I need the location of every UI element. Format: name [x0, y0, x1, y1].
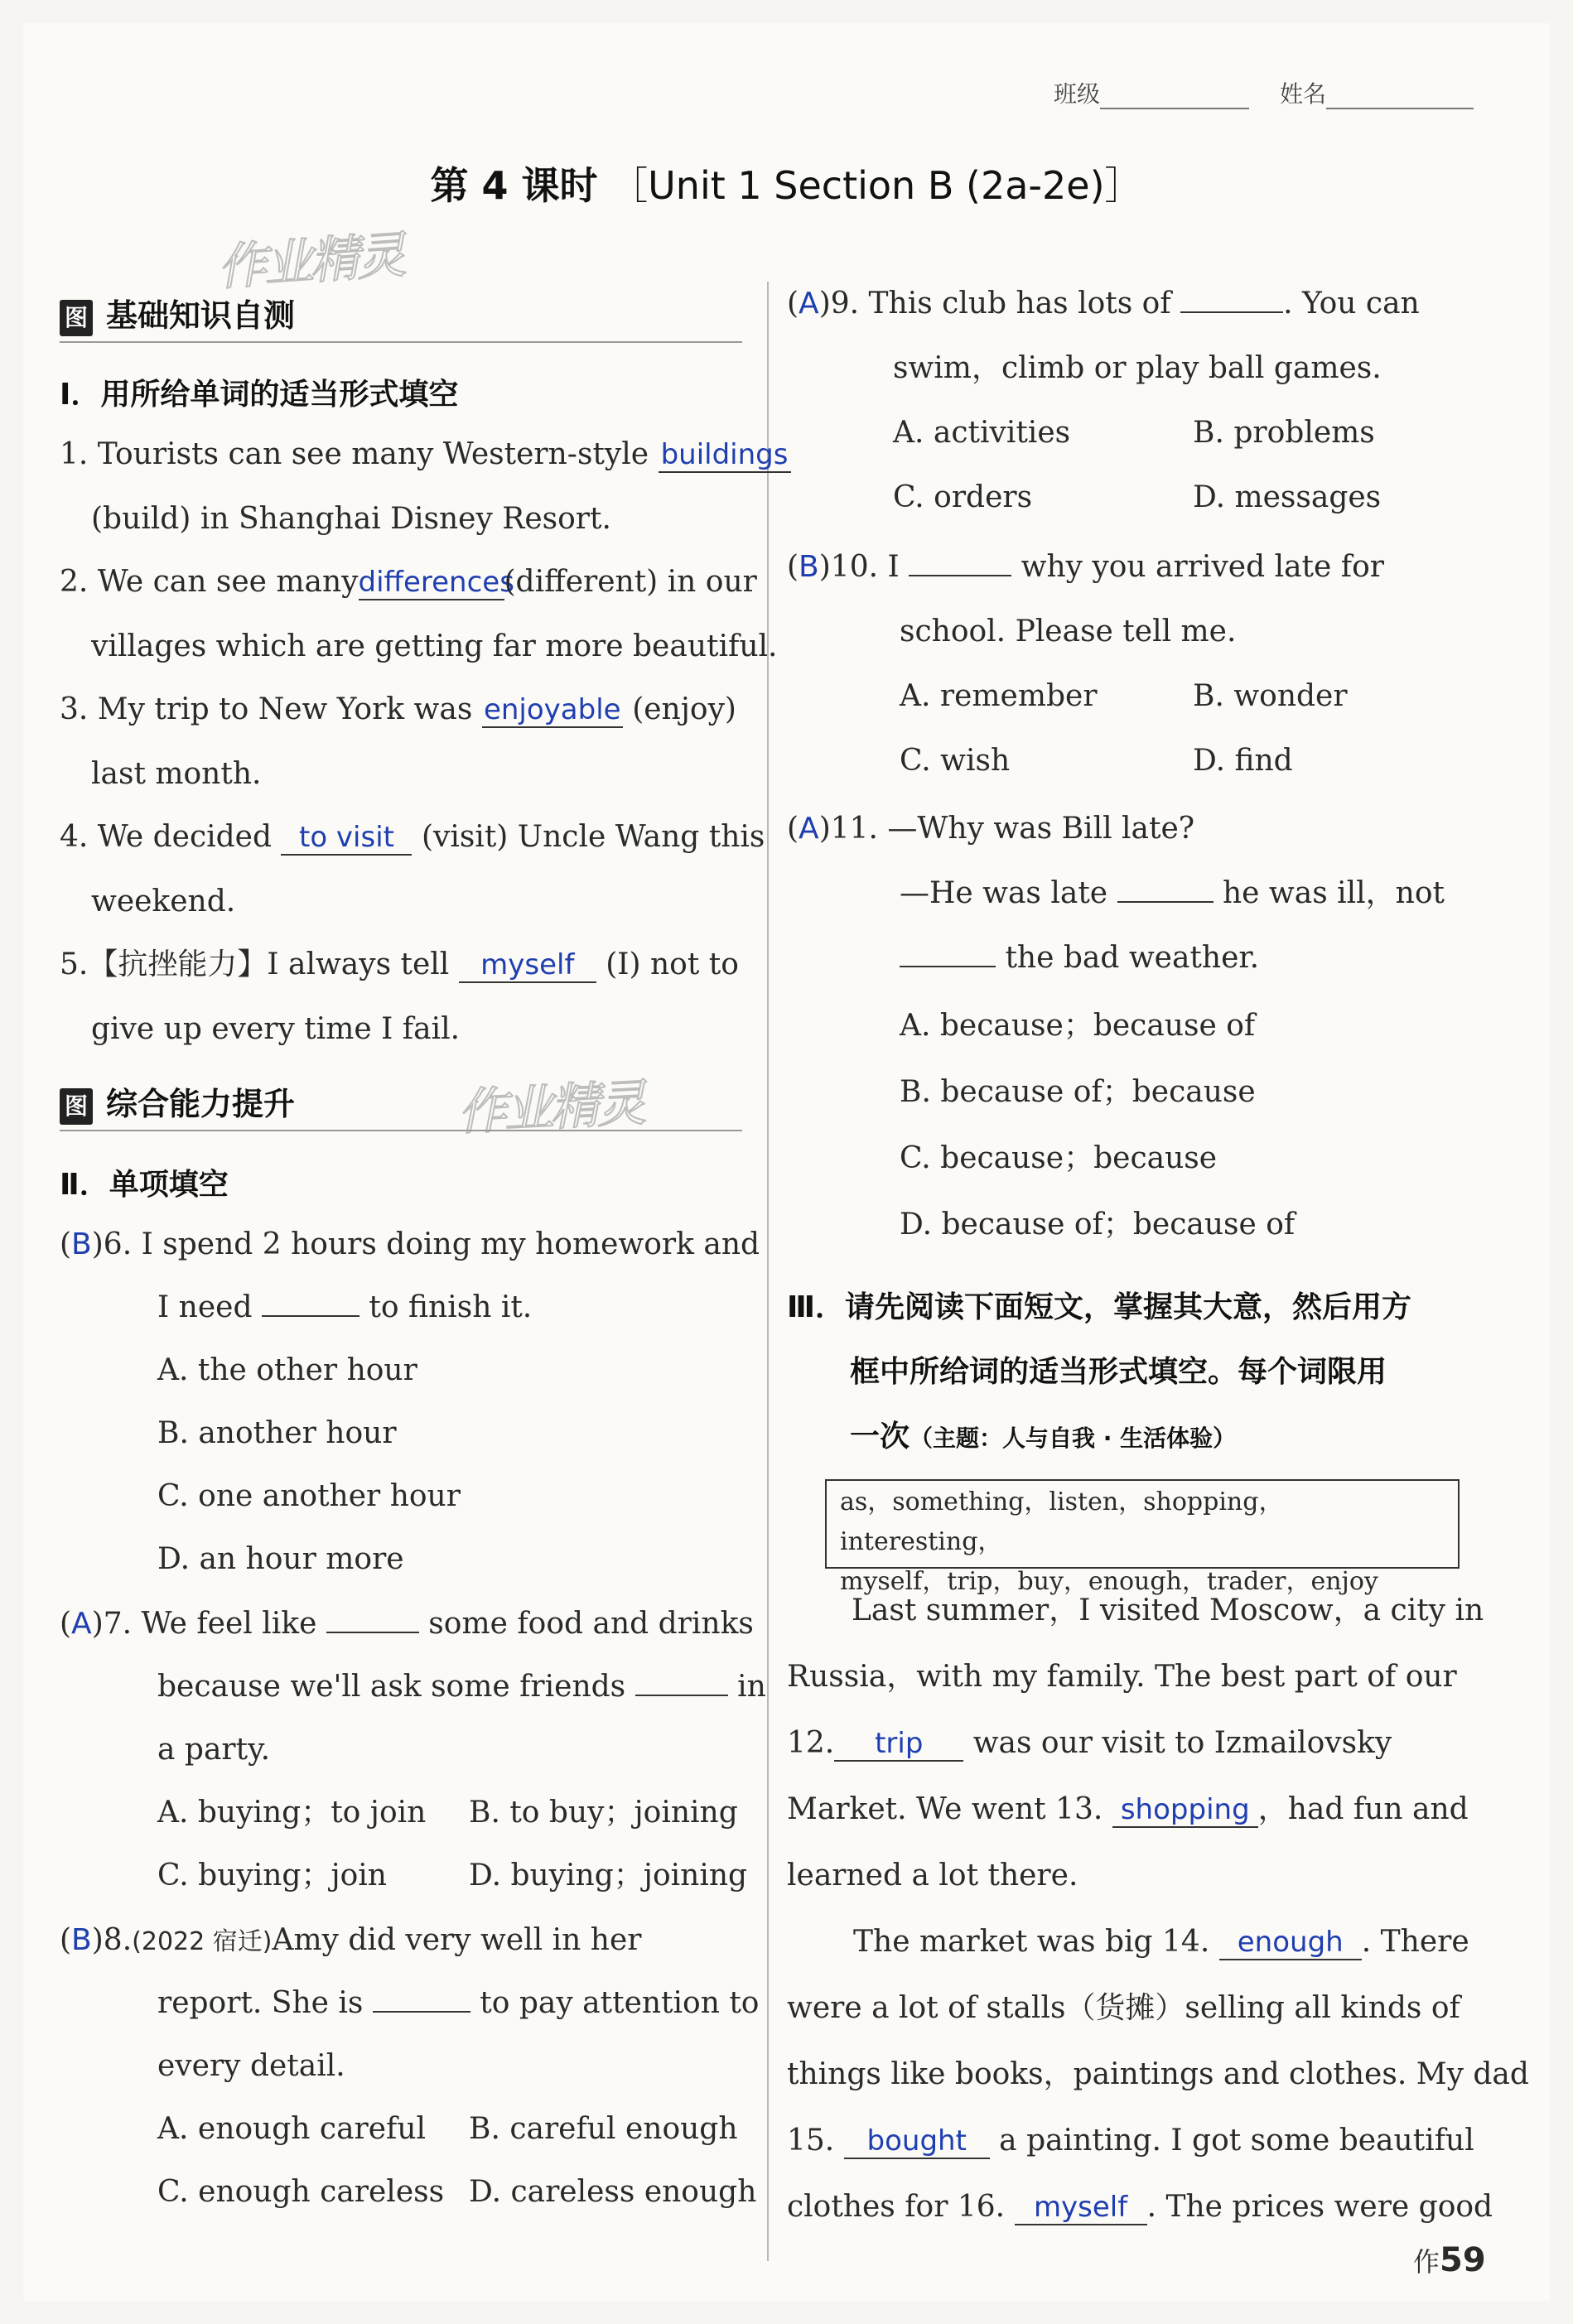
answer-blank-2[interactable]: differences — [358, 566, 514, 599]
passage-line-2: Russia，with my family. The best part of our — [787, 1660, 1457, 1694]
word-bank-box — [825, 1479, 1460, 1596]
passage-line-6: The market was big 14. enough . There — [853, 1925, 1469, 1959]
column-divider — [767, 282, 769, 2261]
question-10: (B)10. I why you arrived late for — [787, 550, 1384, 584]
page-title — [0, 156, 1573, 210]
question-9: (A)9. This club has lots of . You can — [787, 287, 1420, 321]
question-5-cont: give up every time I fail. — [91, 1012, 461, 1046]
question-6-line2: I need to finish it. — [157, 1290, 533, 1324]
question-source: (2022 宿迁) — [132, 1927, 273, 1956]
option-9c: C. orders — [893, 480, 1033, 514]
question-1-cont: (build) in Shanghai Disney Resort. — [91, 502, 611, 536]
question-5: 5.【抗挫能力】I always tell myself (I) not to — [60, 947, 739, 981]
blank-7b[interactable] — [635, 1695, 728, 1696]
class-label: 班级 — [1054, 80, 1101, 108]
passage-line-8: things like books，paintings and clothes. My dad — [787, 2057, 1529, 2091]
page-prefix: 作 — [1413, 2246, 1440, 2278]
option-9b: B. problems — [1193, 416, 1375, 450]
question-3-cont: last month. — [91, 757, 262, 791]
option-11b: B. because of；because — [900, 1075, 1256, 1109]
watermark-logo: 作业精灵 — [215, 226, 405, 297]
question-7: (A)7. We feel like some food and drinks — [60, 1607, 754, 1641]
question-4-cont: weekend. — [91, 885, 236, 919]
option-11a: A. because；because of — [900, 1009, 1256, 1043]
lesson-number: 第 4 课时 — [430, 163, 598, 208]
answer-choice-8[interactable]: B — [71, 1923, 92, 1957]
question-4: 4. We decided to visit (visit) Uncle Wang this — [60, 820, 765, 854]
section-heading-advanced — [60, 1078, 742, 1131]
question-7-line2: because we'll ask some friends in — [157, 1670, 766, 1704]
passage-line-7: were a lot of stalls（货摊）selling all kinds of — [787, 1991, 1460, 2025]
question-2-cont: villages which are getting far more beautiful. — [91, 629, 778, 663]
question-10-line2: school. Please tell me. — [900, 615, 1237, 649]
answer-choice-10[interactable]: B — [799, 550, 819, 584]
option-6c: C. one another hour — [157, 1479, 461, 1513]
name-field — [1280, 76, 1474, 109]
passage-line-3: 12. trip was our visit to Izmailovsky — [787, 1726, 1392, 1760]
question-8: (B)8.(2022 宿迁)Amy did very well in her — [60, 1923, 642, 1957]
question-11-line2: —He was late he was ill，not — [900, 876, 1445, 910]
option-10d: D. find — [1193, 744, 1293, 778]
blank-11b[interactable] — [900, 966, 996, 967]
answer-blank-14[interactable]: enough — [1219, 1926, 1362, 1960]
answer-blank-13[interactable]: shopping — [1112, 1793, 1258, 1828]
blank-10[interactable] — [909, 575, 1011, 576]
part-2-instruction: Ⅱ．单项填空 — [60, 1168, 229, 1202]
blank-8[interactable] — [373, 2011, 470, 2013]
passage-line-10: clothes for 16. myself . The prices were good — [787, 2190, 1493, 2224]
word-bank-line-2: myself，trip，buy，enough，trader，enjoy — [840, 1567, 1378, 1596]
question-1: 1. Tourists can see many Western-style buildings — [60, 422, 791, 487]
answer-choice-6[interactable]: B — [71, 1227, 92, 1261]
question-2: 2. We can see manydifferences(different) in our — [60, 565, 757, 599]
answer-blank-3[interactable]: enjoyable — [482, 693, 623, 728]
answer-blank-12[interactable]: trip — [834, 1727, 963, 1762]
name-label: 姓名 — [1280, 80, 1327, 108]
page-number-value: 59 — [1440, 2241, 1486, 2279]
option-9a: A. activities — [893, 416, 1071, 450]
question-6: (B)6. I spend 2 hours doing my homework and — [60, 1227, 760, 1261]
blank-6[interactable] — [262, 1315, 359, 1317]
topic-label: （主题：人与自我 · 生活体验） — [910, 1425, 1237, 1452]
page-number — [1413, 2241, 1486, 2279]
watermark-logo: 作业精灵 — [456, 1074, 644, 1142]
passage-line-9: 15. bought a painting. I got some beautiful — [787, 2124, 1474, 2158]
answer-blank-1[interactable]: buildings — [659, 438, 791, 473]
question-11-line3: the bad weather. — [900, 926, 1259, 991]
blank-11a[interactable] — [1117, 901, 1214, 903]
blank-9[interactable] — [1180, 311, 1283, 313]
section-book-icon: 图 — [60, 1088, 93, 1125]
question-11: (A)11. —Why was Bill late? — [787, 812, 1195, 846]
word-bank-line-1: as，something，listen，shopping，interesting， — [840, 1487, 1284, 1556]
option-8d: D. careless enough — [469, 2175, 757, 2209]
class-blank[interactable] — [1100, 83, 1249, 109]
section-book-icon: 图 — [60, 300, 93, 336]
passage-line-4: Market. We went 13. shopping ，had fun and — [787, 1792, 1469, 1826]
option-7c: C. buying；join — [157, 1859, 387, 1892]
section-heading-basic — [60, 290, 742, 343]
question-8-line2: report. She is to pay attention to — [157, 1986, 760, 2020]
answer-blank-5[interactable]: myself — [459, 948, 596, 983]
class-field — [1054, 76, 1249, 109]
option-6b: B. another hour — [157, 1416, 397, 1450]
part-3-instruction: Ⅲ．请先阅读下面短文，掌握其大意，然后用方 框中所给词的适当形式填空。每个词限用 一次（主题：人与自我 · 生活体验） — [787, 1290, 1412, 1454]
option-10c: C. wish — [900, 744, 1011, 778]
option-7a: A. buying；to join — [157, 1796, 427, 1830]
option-11c: C. because；because — [900, 1141, 1218, 1175]
answer-blank-16[interactable]: myself — [1015, 2191, 1147, 2225]
passage-line-1: Last summer，I visited Moscow，a city in — [852, 1594, 1484, 1627]
answer-choice-7[interactable]: A — [71, 1607, 92, 1641]
option-11d: D. because of；because of — [900, 1208, 1296, 1242]
option-8c: C. enough careless — [157, 2175, 445, 2209]
passage-line-5: learned a lot there. — [787, 1859, 1078, 1892]
answer-choice-9[interactable]: A — [799, 287, 819, 321]
question-8-line3: every detail. — [157, 2049, 345, 2083]
question-9-line2: swim，climb or play ball games. — [893, 351, 1382, 385]
answer-blank-15[interactable]: bought — [844, 2124, 990, 2159]
section-title: 基础知识自测 — [106, 297, 296, 334]
question-3: 3. My trip to New York was enjoyable (enjoy) — [60, 692, 736, 726]
blank-7a[interactable] — [326, 1632, 419, 1633]
option-8a: A. enough careful — [157, 2112, 427, 2146]
option-10a: A. remember — [900, 679, 1098, 713]
question-7-line3: a party. — [157, 1733, 271, 1767]
option-6d: D. an hour more — [157, 1542, 404, 1576]
name-blank[interactable] — [1326, 83, 1474, 109]
answer-choice-11[interactable]: A — [799, 812, 819, 846]
part-1-instruction: Ⅰ．用所给单词的适当形式填空 — [60, 378, 459, 412]
option-10b: B. wonder — [1193, 679, 1348, 713]
unit-label: ［Unit 1 Section B (2a-2e)］ — [610, 163, 1143, 208]
section-title: 综合能力提升 — [106, 1086, 296, 1122]
option-8b: B. careful enough — [469, 2112, 738, 2146]
option-7d: D. buying；joining — [469, 1859, 748, 1892]
option-7b: B. to buy；joining — [469, 1796, 738, 1830]
answer-blank-4[interactable]: to visit — [281, 821, 412, 856]
option-6a: A. the other hour — [157, 1353, 417, 1387]
option-9d: D. messages — [1193, 480, 1382, 514]
